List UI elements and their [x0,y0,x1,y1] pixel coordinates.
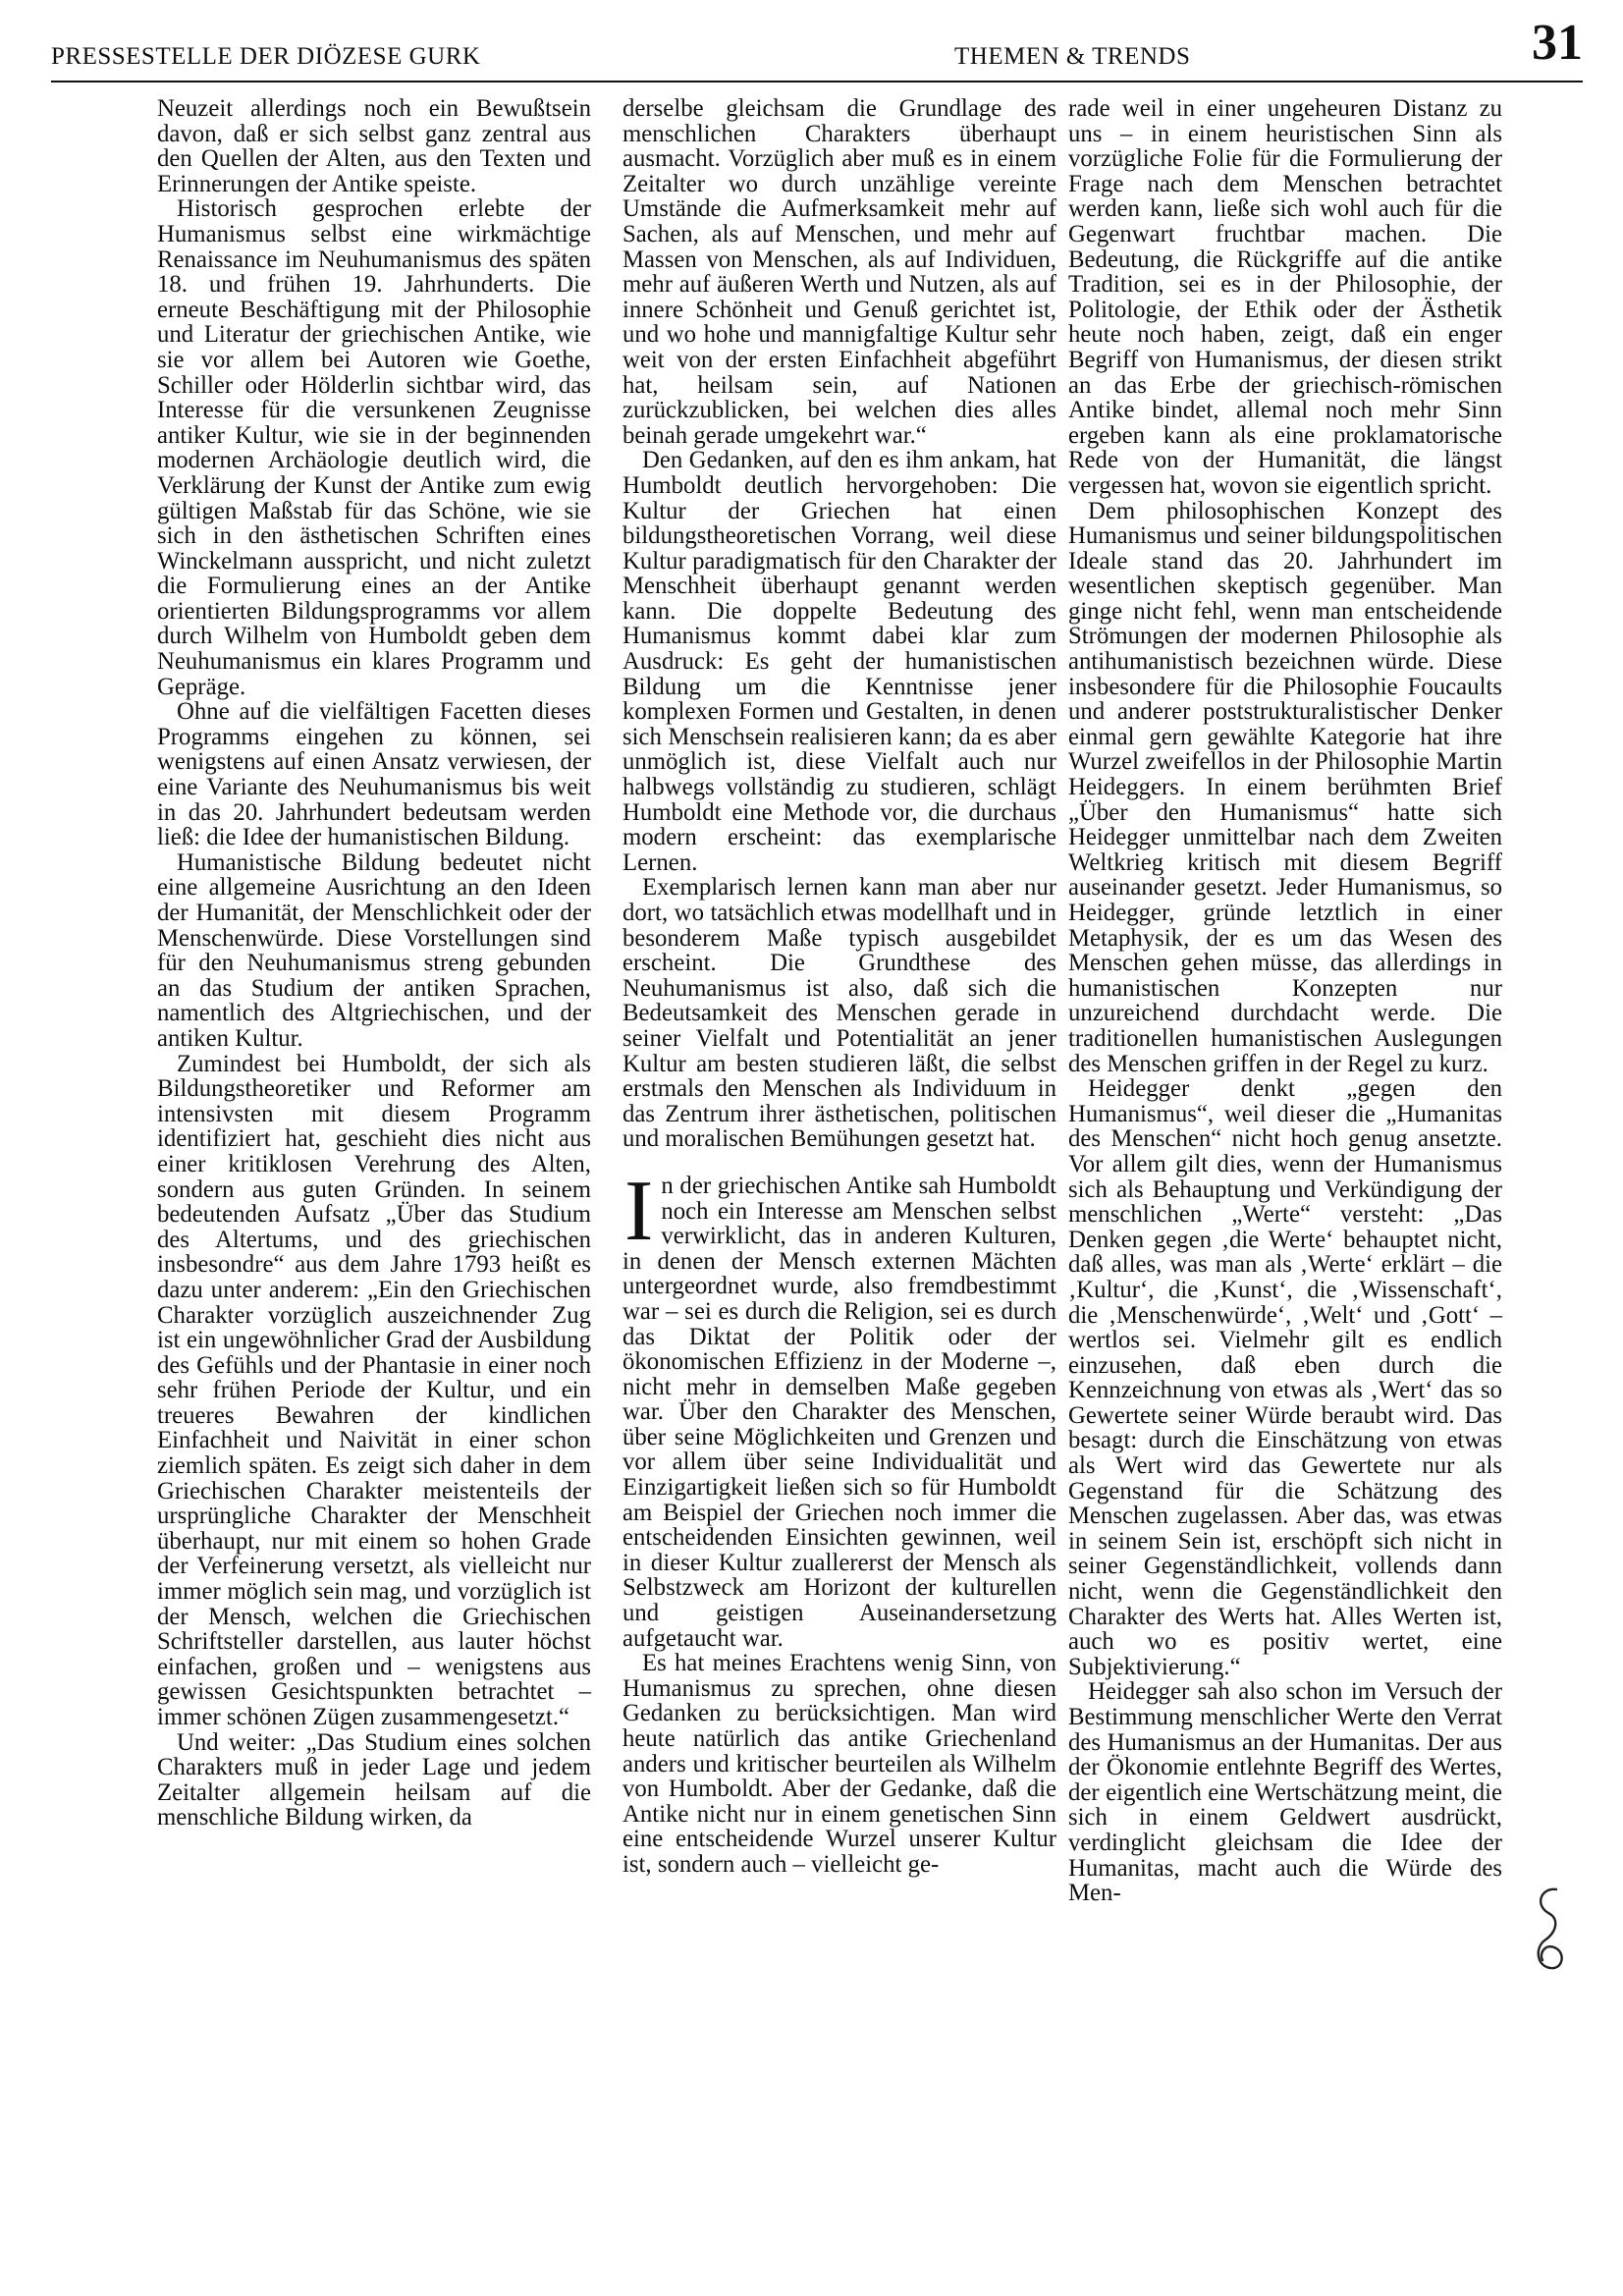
text-column-3 [1068,96,1502,1906]
paragraph: Zumindest bei Humboldt, der sich als Bildungstheoretiker und Reformer am intensivsten mit diesem Programm identifiziert hat, geschieht dies nicht aus einer kritiklosen Verehrung des Alten, sondern aus guten Gründen. In seinem bedeutenden Aufsatz „Über das Studium des Altertums, und des griechischen insbesondre“ aus dem Jahre 1793 heißt es dazu unter anderem: „Ein den Griechischen Charakter vorzüglich auszeichnender Zug ist ein ungewöhnlicher Grad der Ausbildung des Gefühls und der Phantasie in einer noch sehr frühen Periode der Kultur, und ein treueres Bewahren der kindlichen Einfachheit und Naivität in einer schon ziemlich späten. Es zeigt sich daher in dem Griechischen Charakter meistenteils der ursprüngliche Charakter der Menschheit überhaupt, nur mit einem so hohen Grade der Verfeinerung versetzt, als vielleicht nur immer möglich sein mag, und vorzüglich ist der Mensch, welchen die Griechischen Schriftsteller darstellen, aus lauter höchst einfachen, großen und – wenigstens aus gewissen Gesichtspunkten betrachtet – immer schönen Zügen zusammengesetzt.“ [157,1050,591,1730]
paragraph: Den Gedanken, auf den es ihm ankam, hat Humboldt deutlich hervorgehoben: Die Kultur der Griechen hat einen bildungstheoretischen Vorrang, weil diese Kultur paradigmatisch für den Charakter der Menschheit überhaupt genannt werden kann. Die doppelte Bedeutung des Humanismus kommt dabei klar zum Ausdruck: Es geht der humanistischen Bildung um die Kenntnisse jener komplexen Formen und Gestalten, in denen sich Menschsein realisieren kann; da es aber unmöglich ist, diese Vielfalt auch nur halbwegs vollständig zu studieren, schlägt Humboldt eine Methode vor, die durchaus modern erscheint: das exemplarische Lernen. [622,447,1056,876]
paragraph: Es hat meines Erachtens wenig Sinn, von Humanismus zu sprechen, ohne diesen Gedanken zu berücksichtigen. Man wird heute natürlich das antike Griechenland anders und kritischer beurteilen als Wilhelm von Humboldt. Aber der Gedanke, daß die Antike nicht nur in einem genetischen Sinn eine entscheidende Wurzel unserer Kultur ist, sondern auch – vielleicht ge- [622,1650,1056,1878]
paragraph: Exemplarisch lernen kann man aber nur dort, wo tatsächlich etwas modellhaft und in besonderem Maße typisch ausgebildet erscheint. Die Grundthese des Neuhumanismus ist also, daß sich die Bedeutsamkeit des Menschen gerade in seiner Vielfalt und Potentialität an jener Kultur am besten studieren läßt, die selbst erstmals den Menschen als Individuum in das Zentrum ihrer ästhetischen, politischen und moralischen Bemühungen gesetzt hat. [622,874,1056,1153]
page-header [51,14,1583,75]
page-number: 31 [1532,15,1583,71]
paragraph-text: n der griechischen Antike sah Humboldt noch ein Interesse am Menschen selbst verwirklicht, das in anderen Kulturen, in denen der Mensch externen Mächten untergeordnet wurde, also fremdbestimmt war – sei es durch die Religion, sei es durch das Diktat der Politik oder der ökonomischen Effizienz in der Moderne –, nicht mehr in demselben Maße gegeben war. Über den Charakter des Menschen, über seine Möglichkeiten und Grenzen und vor allem über seine Individualität und Einzigartigkeit ließen sich so für Humboldt am Beispiel der Griechen noch immer die entscheidenden Einsichten gewinnen, weil in dieser Kultur zuallererst der Mensch als Selbstzweck am Horizont der kulturellen und geistigen Auseinandersetzung aufgetaucht war. [622,1172,1056,1652]
paragraph: Dem philosophischen Konzept des Humanismus und seiner bildungspolitischen Ideale stand das 20. Jahrhundert im wesentlichen skeptisch gegenüber. Man ginge nicht fehl, wenn man entscheidende Strömungen der modernen Philosophie als antihumanistisch bezeichnen würde. Diese insbesondere für die Philosophie Foucaults und anderer poststrukturalistischer Denker einmal gern gewählte Kategorie hat ihre Wurzel zweifellos in der Philosophie Martin Heideggers. In einem berühmten Brief „Über den Humanismus“ hatte sich Heidegger unmittelbar nach dem Zweiten Weltkrieg kritisch mit diesem Begriff auseinander gesetzt. Jeder Humanismus, so Heidegger, gründe letztlich in einer Metaphysik, der es um das Wesen des Menschen gehen müsse, das allerdings in humanistischen Konzepten nur unzureichend durchdacht werde. Die traditionellen humanistischen Auslegungen des Menschen griffen in der Regel zu kurz. [1068,497,1502,1077]
header-rule [51,81,1583,82]
section-title: THEMEN & TRENDS [954,43,1191,70]
publisher-name: PRESSESTELLE DER DIÖZESE GURK [51,43,481,70]
paragraph: derselbe gleichsam die Grundlage des menschlichen Charakters überhaupt ausmacht. Vorzüglich aber muß es in einem Zeitalter wo durch unzählige vereinte Umstände die Aufmerksamkeit mehr auf Sachen, als auf Menschen, und mehr auf Massen von Menschen, als auf Individuen, mehr auf äußeren Werth und Nutzen, als auf innere Schönheit und Genuß gerichtet ist, und wo hohe und mannigfaltige Kultur sehr weit von der ersten Einfachheit abgeführt hat, heilsam sein, auf Nationen zurückzublicken, bei welchen dies alles beinah gerade umgekehrt war.“ [622,95,1056,449]
paragraph: Humanistische Bildung bedeutet nicht eine allgemeine Ausrichtung an den Ideen der Humanität, der Menschlichkeit oder der Menschenwürde. Diese Vorstellungen sind für den Neuhumanismus streng gebunden an das Studium der antiken Sprachen, namentlich des Altgriechischen, und der antiken Kultur. [157,848,591,1052]
text-column-1 [157,96,591,1831]
paragraph: Historisch gesprochen erlebte der Humanismus selbst eine wirkmächtige Renaissance im Neuhumanismus des späten 18. und frühen 19. Jahrhunderts. Die erneute Beschäftigung mit der Philosophie und Literatur der griechischen Antike, wie sie vor allem bei Autoren wie Goethe, Schiller oder Hölderlin sichtbar wird, das Interesse für die versunkenen Zeugnisse antiker Kultur, wie sie in der beginnenden modernen Archäologie deutlich wird, die Verklärung der Kunst der Antike zum ewig gültigen Maßstab für das Schöne, wie sie sich in den ästhetischen Schriften eines Winckelmann ausspricht, und nicht zuletzt die Formulierung eines an der Antike orientierten Bildungsprogramms vor allem durch Wilhelm von Humboldt geben dem Neuhumanismus ein klares Programm und Gepräge. [157,195,591,700]
paragraph: Ohne auf die vielfältigen Facetten dieses Programms eingehen zu können, sei wenigstens auf einen Ansatz verwiesen, der eine Variante des Neuhumanismus bis weit in das 20. Jahrhundert bedeutsam werden ließ: die Idee der humanistischen Bildung. [157,698,591,851]
paragraph: Neuzeit allerdings noch ein Bewußtsein davon, daß er sich selbst ganz zentral aus den Quellen der Alten, aus den Texten und Erinnerungen der Antike speiste. [157,95,591,197]
paragraph: Und weiter: „Das Studium eines solchen Charakters muß in jeder Lage und jedem Zeitalter allgemein heilsam auf die menschliche Bildung wirken, da [157,1728,591,1831]
text-column-2 [622,96,1056,1878]
drop-cap-initial: I [624,1163,654,1259]
paragraph: Heidegger sah also schon im Versuch der Bestimmung menschlicher Werte den Verrat des Humanismus an der Humanitas. Der aus der Ökonomie entlehnte Begriff des Wertes, der eigentlich eine Wertschätzung meint, die sich in einem Geldwert ausdrückt, verdinglicht gleichsam die Idee der Humanitas, macht auch die Würde des Men- [1068,1678,1502,1907]
handwritten-mark [1527,1884,1572,1974]
paragraph: Heidegger denkt „gegen den Humanismus“, weil dieser die „Humanitas des Menschen“ nicht hoch genug ansetzte. Vor allem gilt dies, wenn der Humanismus sich als Behauptung und Verkündigung der menschlichen „Werte“ versteht: „Das Denken gegen ‚die Werte‘ behauptet nicht, daß alles, was man als ‚Werte‘ erklärt – die ‚Kultur‘, die ‚Kunst‘, die ‚Wissenschaft‘, die ‚Menschenwürde‘, ‚Welt‘ und ‚Gott‘ – wertlos sei. Vielmehr gilt es endlich einzusehen, daß eben durch die Kennzeichnung von etwas als ‚Wert‘ das so Gewertete seiner Würde beraubt wird. Das besagt: durch die Einschätzung von etwas als Wert wird das Gewertete nur als Gegenstand für die Schätzung des Menschen zugelassen. Aber das, was etwas in seinem Sein ist, erschöpft sich nicht in seiner Gegenständlichkeit, vollends dann nicht, wenn die Gegenständlichkeit den Charakter des Werts hat. Alles Werten ist, auch wo es positiv wertet, eine Subjektivierung.“ [1068,1075,1502,1680]
section-opening-paragraph [622,1163,1056,1652]
paragraph: rade weil in einer ungeheuren Distanz zu uns – in einem heuristischen Sinn als vorzügliche Folie für die Formulierung der Frage nach dem Menschen betrachtet werden kann, ließe sich wohl auch für die Gegenwart fruchtbar machen. Die Bedeutung, die Rückgriffe auf die antike Tradition, sei es in der Philosophie, der Politologie, der Ethik oder der Ästhetik heute noch haben, zeigt, daß ein enger Begriff von Humanismus, der diesen strikt an das Erbe der griechisch-römischen Antike bindet, allemal noch mehr Sinn ergeben kann als eine proklamatorische Rede von der Humanität, die längst vergessen hat, wovon sie eigentlich spricht. [1068,95,1502,499]
